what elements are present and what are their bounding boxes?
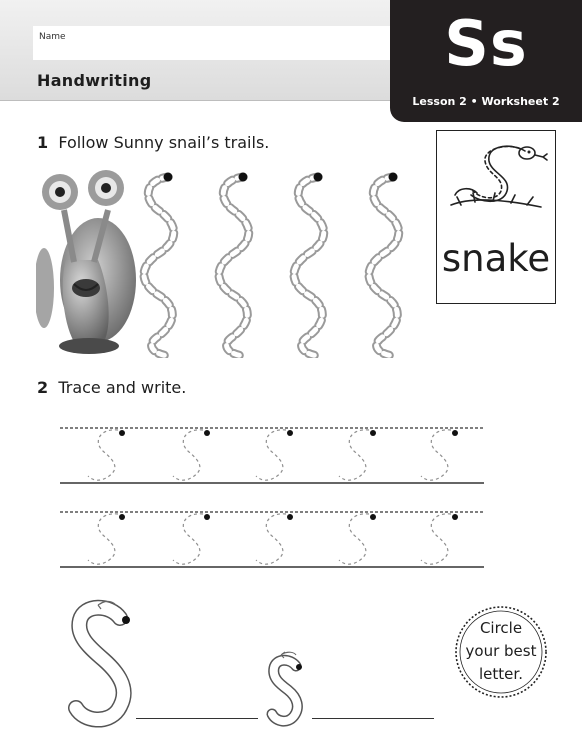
trail-start-dot (164, 173, 173, 182)
best-letter-line-2: your best (465, 642, 537, 660)
large-s-outline (66, 596, 140, 730)
best-letter-text (453, 617, 549, 686)
trail-start-dot (314, 173, 323, 182)
trace-row-1 (60, 428, 484, 483)
name-label: Name (39, 32, 66, 42)
trail-start-dot (239, 173, 248, 182)
small-s-outline (264, 648, 310, 730)
snail-trails (128, 168, 418, 358)
trace-rows (58, 418, 488, 578)
name-field[interactable] (33, 26, 401, 60)
picture-word: snake (441, 237, 551, 280)
trace-row-2 (60, 512, 484, 567)
question-1-number: 1 (37, 133, 49, 152)
lesson-label: Lesson 2 • Worksheet 2 (412, 95, 560, 108)
snake-icon (441, 139, 551, 221)
picture-card (436, 130, 556, 304)
question-2 (37, 378, 186, 397)
question-2-number: 2 (37, 378, 49, 397)
best-letter-line-1: Circle (479, 619, 523, 637)
trail-start-dot (389, 173, 398, 182)
section-title: Handwriting (37, 71, 152, 90)
lesson-tab (390, 0, 582, 122)
question-1 (37, 133, 269, 152)
best-letter-line-3: letter. (479, 665, 523, 683)
snail-icon (36, 170, 136, 356)
question-2-text: Trace and write. (58, 378, 187, 397)
write-line-2[interactable] (312, 718, 434, 719)
write-line-1[interactable] (136, 718, 258, 719)
big-letter: Ss (444, 7, 528, 80)
question-1-text: Follow Sunny snail’s trails. (58, 133, 270, 152)
